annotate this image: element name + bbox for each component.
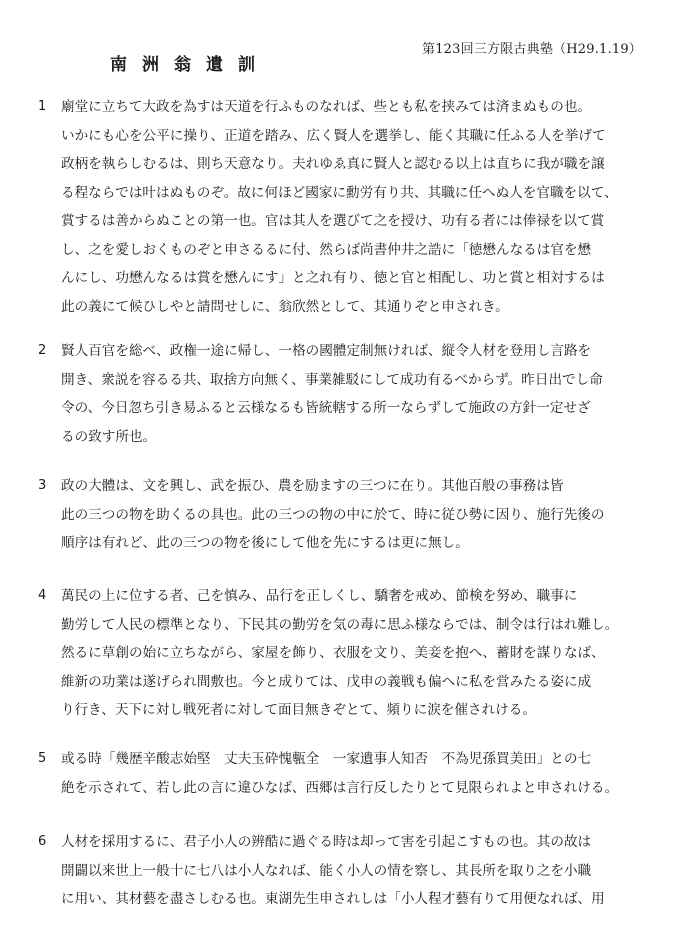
section-2	[38, 337, 668, 451]
text-line: 開闢以来世上一般十に七八は小人なれば、能く小人の情を察し、其長所を取り之を小職	[61, 862, 592, 879]
text-line: 政の大體は、文を興し、武を振ひ、農を励ますの三つに在り。其他百般の事務は皆	[61, 478, 564, 494]
text-line: 然るに草創の始に立ちながら、家屋を飾り、衣服を文り、美妾を抱へ、蓄財を謀りなば、	[61, 645, 605, 661]
text-line: 廟堂に立ちて大政を為すは天道を行ふものなれば、些とも私を挟みては済まぬもの也。	[61, 99, 592, 115]
text-line: り行き、天下に対し戦死者に対して面目無きぞとて、頻りに涙を催されける。	[61, 702, 536, 718]
section-4	[38, 582, 668, 725]
section-body	[61, 472, 668, 558]
section-1	[38, 93, 668, 321]
section-body	[61, 828, 668, 914]
section-5	[38, 745, 668, 802]
text-line: る程ならでは叶はぬものぞ。故に何ほど國家に勳労有り共、其職に任へぬ人を官職を以て、	[61, 184, 618, 201]
text-line: 維新の功業は遂げられ間敷也。今と成りては、戊申の義戦も偏へに私を営みたる姿に成	[61, 673, 592, 690]
section-body	[61, 337, 668, 451]
section-number: 3	[38, 478, 47, 493]
section-3	[38, 472, 668, 558]
text-line: 賞するは善からぬことの第一也。官は其人を選びて之を授け、功有る者には俸禄を以て賞	[61, 213, 605, 229]
text-line: 或る時「幾歴辛酸志始堅 丈夫玉砕愧甎全 一家遺事人知否 不為児孫買美田」との七	[61, 751, 592, 767]
section-number: 6	[38, 834, 47, 849]
text-line: 順序は有れど、此の三つの物を後にして他を先にするは更に無し。	[61, 535, 469, 551]
section-number: 2	[38, 343, 47, 358]
text-line: し、之を愛しおくものぞと申さるるに付、然らば尚書仲井之誥に「徳懋んなるは官を懋	[61, 241, 592, 258]
section-number: 4	[38, 588, 47, 603]
text-line: 政柄を執らしむるは、則ち天意なり。夫れゆゑ真に賢人と認むる以上は直ちに我が職を譲	[61, 156, 605, 172]
text-line: 開き、衆説を容るる共、取捨方向無く、事業雑駁にして成功有るべからず。昨日出でし命	[61, 371, 603, 388]
document-title: 南洲翁遺訓	[110, 55, 270, 75]
text-line: んにし、功懋んなるは賞を懋んにす」と之れ有り、徳と官と相配し、功と賞と相対するは	[61, 270, 605, 286]
text-line: 萬民の上に位する者、己を慎み、品行を正しくし、驕奢を戒め、節検を努め、職事に	[61, 588, 578, 604]
section-body	[61, 582, 668, 725]
section-number: 5	[38, 751, 47, 766]
session-note: 第123回三方限古典塾（H29.1.19）	[422, 42, 642, 57]
text-line: 絶を示されて、若し此の言に違ひなば、西郷は言行反したりとて見限られよと申されける。	[61, 779, 619, 796]
text-line: 此の三つの物を助くるの具也。此の三つの物の中に於て、時に従ひ勢に因り、施行先後の	[61, 506, 605, 523]
text-line: いかにも心を公平に操り、正道を踏み、広く賢人を選挙し、能く其職に任ふる人を挙げて	[61, 127, 606, 144]
text-line: に用い、其材藝を盡さしむる也。東湖先生申されしは「小人程才藝有りて用便なれば、用	[61, 891, 605, 907]
text-line: るの致す所也。	[61, 428, 157, 445]
text-line: 人材を採用するに、君子小人の辨酷に過ぐる時は却って害を引起こすもの也。其の故は	[61, 834, 592, 850]
text-line: 此の義にて候ひしやと請問せしに、翁欣然として、其通りぞと申されき。	[61, 298, 509, 315]
text-line: 賢人百官を総べ、政権一途に帰し、一格の國體定制無ければ、縦令人材を登用し言路を	[61, 343, 592, 359]
section-number: 1	[38, 99, 47, 114]
section-body	[61, 745, 668, 802]
section-6	[38, 828, 668, 914]
text-line: 勤労して人民の標準となり、下民其の勤労を気の毒に思ふ様ならでは、制令は行はれ難し。	[61, 616, 619, 633]
section-body	[61, 93, 668, 321]
text-line: 令の、今日忽ち引き易ふると云様なるも皆統轄する所一ならずして施政の方針一定せざ	[61, 400, 591, 416]
